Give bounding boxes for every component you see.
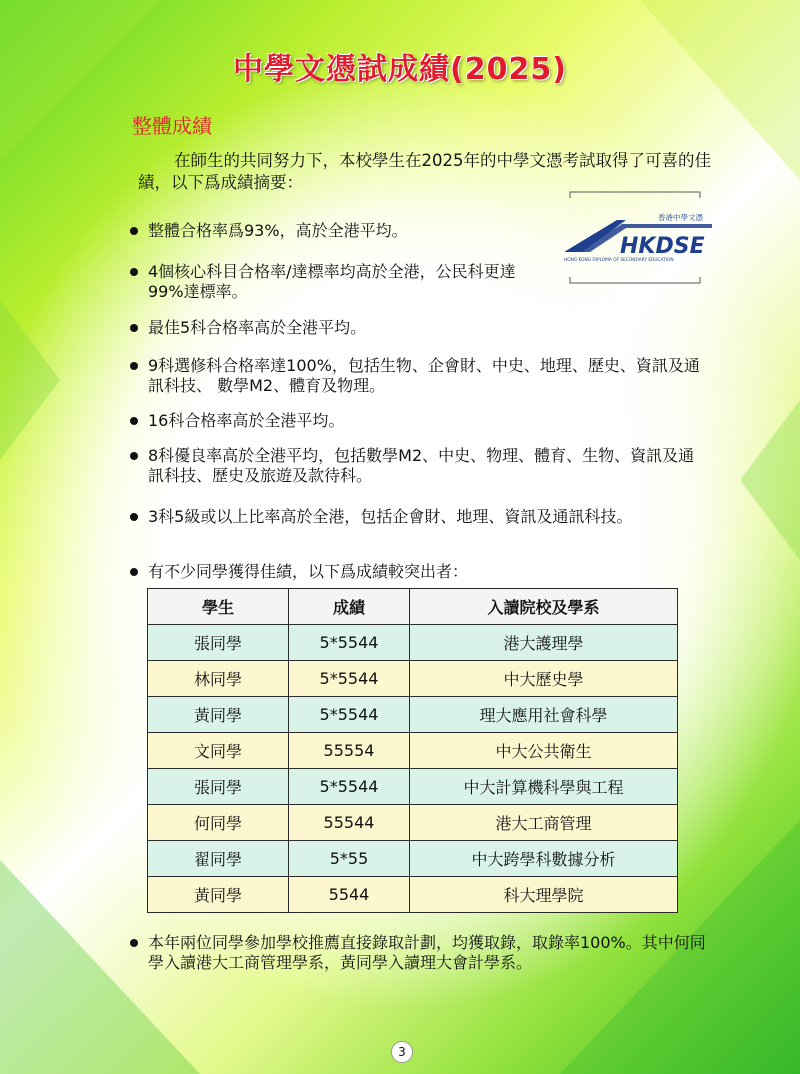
programme-cell: 中大公共衛生 <box>410 733 678 769</box>
hkdse-logo <box>562 190 712 285</box>
table-row <box>148 769 678 805</box>
student-cell: 翟同學 <box>148 841 289 877</box>
bullet-icon <box>130 268 138 276</box>
list-item: 8科優良率高於全港平均，包括數學M2、中史、物理、體育、生物、資訊及通訊科技、歷史及旅遊及款待科。 <box>130 446 704 486</box>
svg-text:HONG KONG DIPLOMA OF SECONDARY: HONG KONG DIPLOMA OF SECONDARY EDUCATION <box>564 258 674 263</box>
programme-cell: 中大歷史學 <box>410 661 678 697</box>
page-title: 中學文憑試成績(2025) <box>233 52 567 87</box>
bullet-icon <box>130 362 138 370</box>
student-cell: 文同學 <box>148 733 289 769</box>
results-table <box>147 588 678 913</box>
student-cell: 何同學 <box>148 805 289 841</box>
list-item: 16科合格率高於全港平均。 <box>130 411 708 431</box>
list-item: 有不少同學獲得佳績，以下爲成績較突出者： <box>130 562 708 582</box>
table-header-row <box>148 589 678 625</box>
column-header-programme: 入讀院校及學系 <box>410 589 678 625</box>
programme-cell: 中大跨學科數據分析 <box>410 841 678 877</box>
programme-cell: 科大理學院 <box>410 877 678 913</box>
table-row <box>148 733 678 769</box>
bullet-icon <box>130 568 138 576</box>
student-cell: 黃同學 <box>148 697 289 733</box>
table-row <box>148 661 678 697</box>
bullet-icon <box>130 513 138 521</box>
page-number: 3 <box>391 1041 413 1063</box>
intro-paragraph: 在師生的共同努力下，本校學生在2025年的中學文憑考試取得了可喜的佳績，以下爲成績摘要： <box>138 151 711 192</box>
svg-text:香港中學文憑: 香港中學文憑 <box>658 213 703 222</box>
column-header-grades: 成績 <box>289 589 410 625</box>
table-row <box>148 877 678 913</box>
list-item: 整體合格率爲93%，高於全港平均。 <box>130 221 568 241</box>
grades-cell: 55554 <box>289 733 410 769</box>
bullet-icon <box>130 452 138 460</box>
grades-cell: 5*5544 <box>289 625 410 661</box>
student-cell: 林同學 <box>148 661 289 697</box>
section-heading: 整體成績 <box>132 114 212 138</box>
bullet-icon <box>130 417 138 425</box>
bullet-icon <box>130 939 138 947</box>
grades-cell: 5*55 <box>289 841 410 877</box>
programme-cell: 理大應用社會科學 <box>410 697 678 733</box>
list-item: 3科5級或以上比率高於全港，包括企會財、地理、資訊及通訊科技。 <box>130 507 708 527</box>
programme-cell: 中大計算機科學與工程 <box>410 769 678 805</box>
list-item: 4個核心科目合格率/達標率均高於全港，公民科更達99%達標率。 <box>130 262 548 302</box>
student-cell: 張同學 <box>148 625 289 661</box>
table-row <box>148 805 678 841</box>
grades-cell: 5*5544 <box>289 769 410 805</box>
student-cell: 張同學 <box>148 769 289 805</box>
bullet-icon <box>130 227 138 235</box>
list-item: 9科選修科合格率達100%，包括生物、企會財、中史、地理、歷史、資訊及通訊科技、 數學M2、體育及物理。 <box>130 356 704 396</box>
table-row <box>148 697 678 733</box>
student-cell: 黃同學 <box>148 877 289 913</box>
programme-cell: 港大工商管理 <box>410 805 678 841</box>
grades-cell: 5*5544 <box>289 661 410 697</box>
grades-cell: 5*5544 <box>289 697 410 733</box>
table-row <box>148 625 678 661</box>
table-row <box>148 841 678 877</box>
bullet-icon <box>130 324 138 332</box>
column-header-student: 學生 <box>148 589 289 625</box>
list-item: 最佳5科合格率高於全港平均。 <box>130 318 708 338</box>
grades-cell: 5544 <box>289 877 410 913</box>
final-note: 本年兩位同學參加學校推薦直接錄取計劃，均獲取錄，取錄率100%。其中何同學入讀港大工商管理學系，黃同學入讀理大會計學系。 <box>130 933 718 973</box>
svg-text:HKDSE: HKDSE <box>620 234 705 259</box>
grades-cell: 55544 <box>289 805 410 841</box>
programme-cell: 港大護理學 <box>410 625 678 661</box>
